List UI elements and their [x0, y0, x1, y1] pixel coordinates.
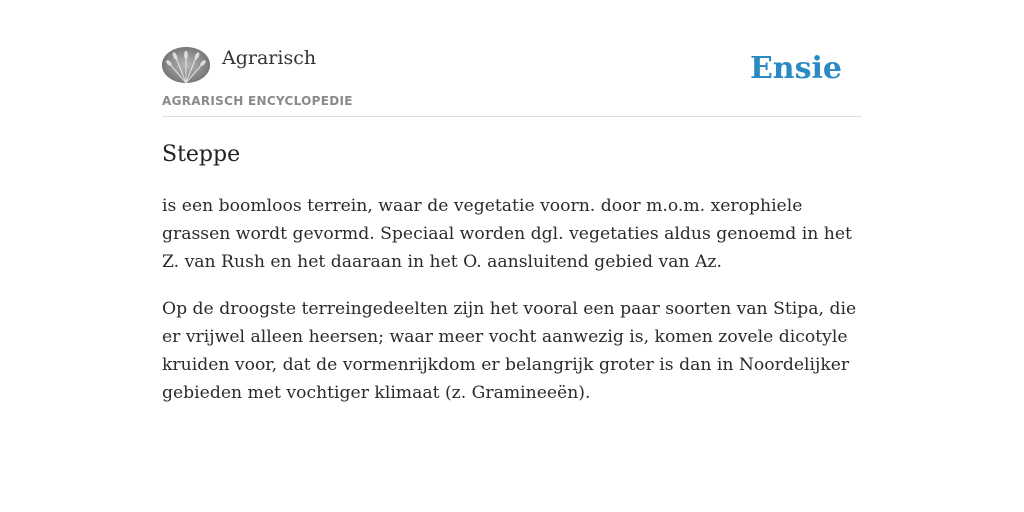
- article-body: [162, 192, 862, 426]
- brand-logo-link[interactable]: Ensie: [749, 51, 842, 86]
- article-title: Steppe: [162, 142, 241, 167]
- wheat-ears-thumbnail-icon[interactable]: [162, 47, 210, 83]
- source-subtitle: AGRARISCH ENCYCLOPEDIE: [162, 94, 353, 108]
- site-header: [162, 0, 862, 117]
- article-paragraph: Op de droogste terreingedeelten zijn het vooral een paar soorten van Stipa, die er vrijwel alleen heersen; waar meer vocht aanwezig is, komen zovele dicotyle kruiden voor, dat de vormenrijkdom er belangrijk groter is dan in Noordelijker gebieden met vochtiger klimaat (z. Gramineeën).: [162, 299, 857, 403]
- article-paragraph: is een boomloos terrein, waar de vegetatie voorn. door m.o.m. xerophiele grassen wordt gevormd. Speciaal worden dgl. vegetaties aldus genoemd in het Z. van Rush en het daaraan in het O. aansluitend gebied van Az.: [162, 196, 852, 272]
- source-name[interactable]: Agrarisch: [222, 47, 317, 69]
